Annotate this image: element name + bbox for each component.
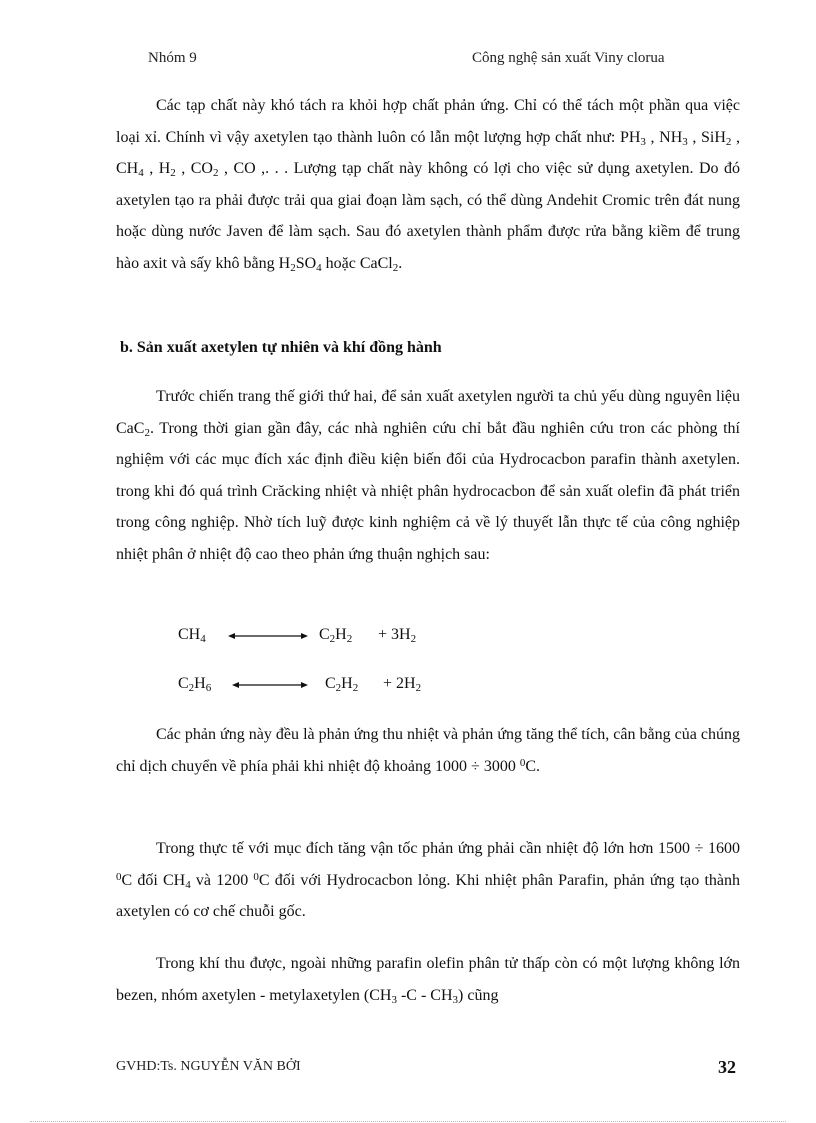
section-heading: b. Sản xuất axetylen tự nhiên và khí đồng hành bbox=[120, 339, 442, 356]
reaction-methane: $CH_4$ $C_2H_2$ + $3H_2$ bbox=[178, 626, 417, 645]
reversible-arrow-icon bbox=[232, 677, 308, 693]
page-border bbox=[30, 1121, 786, 1122]
reversible-arrow-icon bbox=[228, 628, 308, 644]
paragraph-temperature: Trong thực tế với mục đích tăng vận tốc phản ứng phải cần nhiệt độ lớn hơn 1500 ÷ 1600 $^0$C đối $CH_4$ và 1200 $^0$C đối với Hydrocacbon lỏng. Khi nhiệt phân Parafin, phản ứng tạo thành axetylen có cơ chế chuỗi gốc. bbox=[116, 840, 740, 920]
header-group-label: Nhóm 9 bbox=[148, 50, 197, 66]
paragraph-gas-composition: Trong khí thu được, ngoài những parafin olefin phân tử thấp còn có một lượng không lớn bezen, nhóm axetylen - metylaxetylen ($CH_3$ $-C - CH_3$) cũng bbox=[116, 955, 740, 1006]
header-document-title: Công nghệ sản xuất Viny clorua bbox=[472, 50, 665, 66]
paragraph-endothermic: Các phản ứng này đều là phản ứng thu nhiệt và phản ứng tăng thể tích, cân bằng của chúng chỉ dịch chuyển về phía phải khi nhiệt độ khoảng 1000 ÷ 3000 $^0$C. bbox=[116, 726, 740, 775]
footer-advisor: GVHD:Ts. NGUYỄN VĂN BỞI bbox=[116, 1059, 301, 1074]
paragraph-impurities: Các tạp chất này khó tách ra khỏi hợp chất phản ứng. Chỉ có thể tách một phần qua việc loại xỉ. Chính vì vậy axetylen tạo thành luôn có lẫn một lượng hợp chất như: $PH_3$ , $NH_3$ , SiH$_2$ , $CH_4$ , $H_2$ , $CO_2$ , CO ,. . . Lượng tạp chất này không có lợi cho việc sử dụng axetylen. Do đó axetylen tạo ra phải được trải qua giai đoạn làm sạch, có thể dùng Andehit Cromic trên đát nung hoặc dùng nước Javen để làm sạch. Sau đó axetylen thành phẩm được rửa bằng kiềm để trung hào axit và sấy khô bằng $H_2SO_4$ hoặc CaCl$_2$. bbox=[116, 97, 741, 274]
page-number: 32 bbox=[718, 1057, 736, 1077]
paragraph-natural-production: Trước chiến trang thế giới thứ hai, để sản xuất axetylen người ta chủ yếu dùng nguyên liệu CaC$_2$. Trong thời gian gần đây, các nhà nghiên cứu chỉ bắt đầu nghiên cứu tron các phòng thí nghiệm với các mục đích xác định điều kiện biến đổi của Hydrocacbon parafin thành axetylen. trong khi đó quá trình Crăcking nhiệt và nhiệt phân hydrocacbon để sản xuất olefin đã phát triển trong công nghiệp. Nhờ tích luỹ được kinh nghiệm cả về lý thuyết lẫn thực tế của công nghiệp nhiệt phân ở nhiệt độ cao theo phản ứng thuận nghịch sau: bbox=[116, 388, 740, 563]
reaction-ethane: $C_2H_6$ $C_2H_2$ + $2H_2$ bbox=[178, 675, 422, 694]
